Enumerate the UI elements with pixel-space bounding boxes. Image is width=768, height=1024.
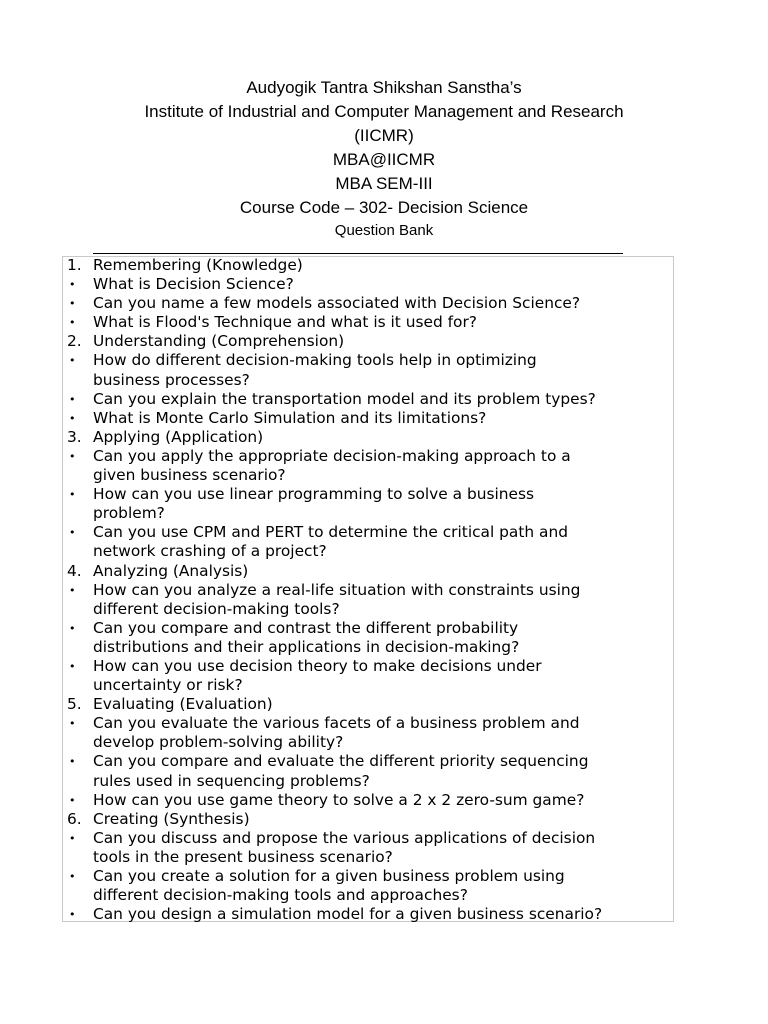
question-item xyxy=(67,390,677,409)
question-list xyxy=(67,256,677,924)
question-item xyxy=(67,351,677,389)
question-text xyxy=(93,351,677,389)
bullet-marker: • xyxy=(69,449,76,463)
bullet-marker: • xyxy=(69,659,76,673)
question-text xyxy=(93,581,677,619)
question-item xyxy=(67,485,677,523)
bullet-marker: • xyxy=(69,870,76,883)
question-line: different decision-making tools and approaches? xyxy=(93,886,468,905)
question-line: What is Flood's Technique and what is it used for? xyxy=(93,313,477,332)
question-line: develop problem-solving ability? xyxy=(93,733,344,752)
section-title: Understanding (Comprehension) xyxy=(93,332,345,351)
bullet-marker: • xyxy=(69,583,76,597)
question-line: How can you use decision theory to make decisions under xyxy=(93,656,542,675)
bullet-marker: • xyxy=(69,278,76,292)
section-number: 6. xyxy=(67,809,82,828)
semester: MBA SEM-III xyxy=(335,174,433,193)
question-text xyxy=(93,409,677,428)
section-title: Creating (Synthesis) xyxy=(93,809,250,828)
question-item xyxy=(67,409,677,428)
question-line: Can you design a simulation model for a given business scenario? xyxy=(93,905,603,924)
bullet-marker: • xyxy=(69,411,76,425)
question-line: different decision-making tools? xyxy=(93,599,340,618)
institute-name: Institute of Industrial and Computer Management and Research xyxy=(144,102,624,121)
question-line: given business scenario? xyxy=(93,466,286,485)
header-divider xyxy=(93,253,623,254)
question-item xyxy=(67,581,677,619)
question-item xyxy=(67,313,677,332)
bullet-marker: • xyxy=(69,717,76,731)
question-line: Can you evaluate the various facets of a business problem and xyxy=(93,714,580,733)
question-item xyxy=(67,294,677,313)
document-title: Question Bank xyxy=(334,222,434,239)
question-line: What is Decision Science? xyxy=(93,275,294,294)
question-item xyxy=(67,619,677,657)
question-text xyxy=(93,752,677,790)
question-line: problem? xyxy=(93,504,165,523)
bullet-marker: • xyxy=(69,316,76,330)
question-item xyxy=(67,791,677,810)
question-line: How can you analyze a real-life situation with constraints using xyxy=(93,580,581,599)
question-line: distributions and their applications in decision-making? xyxy=(93,637,520,656)
bullet-marker: • xyxy=(69,392,76,406)
question-line: Can you explain the transportation model and its problem types? xyxy=(93,389,596,408)
document-header xyxy=(0,76,768,241)
bullet-marker: • xyxy=(69,621,76,635)
section-heading xyxy=(67,256,677,275)
question-line: Can you compare and contrast the different probability xyxy=(93,618,519,637)
question-item xyxy=(67,829,677,867)
question-line: Can you use CPM and PERT to determine the critical path and xyxy=(93,523,568,542)
question-text xyxy=(93,313,677,332)
question-line: network crashing of a project? xyxy=(93,542,327,561)
bullet-marker: • xyxy=(69,488,76,502)
section-number: 4. xyxy=(67,561,82,580)
question-text xyxy=(93,619,677,657)
institute-acronym: (IICMR) xyxy=(354,126,414,145)
question-text xyxy=(93,905,677,924)
question-line: Can you create a solution for a given business problem using xyxy=(93,867,565,885)
question-item xyxy=(67,752,677,790)
question-text xyxy=(93,275,677,294)
question-text xyxy=(93,657,677,695)
question-line: Can you compare and evaluate the different priority sequencing xyxy=(93,752,589,771)
question-text xyxy=(93,867,677,905)
section-title: Analyzing (Analysis) xyxy=(93,561,249,580)
question-text xyxy=(93,390,677,409)
section-title: Remembering (Knowledge) xyxy=(93,256,303,274)
question-item xyxy=(67,657,677,695)
question-line: How do different decision-making tools help in optimizing xyxy=(93,351,537,370)
question-line: business processes? xyxy=(93,370,250,389)
question-item xyxy=(67,523,677,561)
question-line: Can you apply the appropriate decision-making approach to a xyxy=(93,446,571,465)
question-item xyxy=(67,714,677,752)
question-text xyxy=(93,829,677,867)
question-line: uncertainty or risk? xyxy=(93,676,243,695)
section-heading xyxy=(67,810,677,829)
question-item xyxy=(67,447,677,485)
question-line: tools in the present business scenario? xyxy=(93,847,393,866)
question-item xyxy=(67,905,677,924)
question-item xyxy=(67,275,677,294)
bullet-marker: • xyxy=(69,526,76,540)
question-line: Can you discuss and propose the various applications of decision xyxy=(93,828,596,847)
question-line: What is Monte Carlo Simulation and its limitations? xyxy=(93,408,487,427)
bullet-marker: • xyxy=(69,755,76,769)
section-number: 5. xyxy=(67,695,82,714)
bullet-marker: • xyxy=(69,831,76,845)
section-heading xyxy=(67,695,677,714)
question-text xyxy=(93,791,677,810)
organization-name: Audyogik Tantra Shikshan Sanstha’s xyxy=(246,78,522,97)
question-text xyxy=(93,485,677,523)
section-heading xyxy=(67,332,677,351)
question-line: How can you use game theory to solve a 2 x 2 zero-sum game? xyxy=(93,790,585,809)
question-line: Can you name a few models associated with Decision Science? xyxy=(93,294,581,313)
section-title: Evaluating (Evaluation) xyxy=(93,695,273,714)
question-line: How can you use linear programming to solve a business xyxy=(93,485,535,504)
question-text xyxy=(93,714,677,752)
bullet-marker: • xyxy=(69,793,76,807)
bullet-marker: • xyxy=(69,297,76,311)
section-number: 3. xyxy=(67,427,82,446)
question-text xyxy=(93,447,677,485)
question-text xyxy=(93,294,677,313)
course-code: Course Code – 302- Decision Science xyxy=(239,198,529,217)
question-line: rules used in sequencing problems? xyxy=(93,771,370,790)
question-item xyxy=(67,867,677,905)
program-name: MBA@IICMR xyxy=(332,150,436,169)
section-number: 1. xyxy=(67,256,82,274)
bullet-marker: • xyxy=(69,354,76,368)
section-heading xyxy=(67,562,677,581)
section-heading xyxy=(67,428,677,447)
question-text xyxy=(93,523,677,561)
bullet-marker: • xyxy=(69,908,76,922)
section-number: 2. xyxy=(67,332,82,351)
section-title: Applying (Application) xyxy=(93,427,264,446)
